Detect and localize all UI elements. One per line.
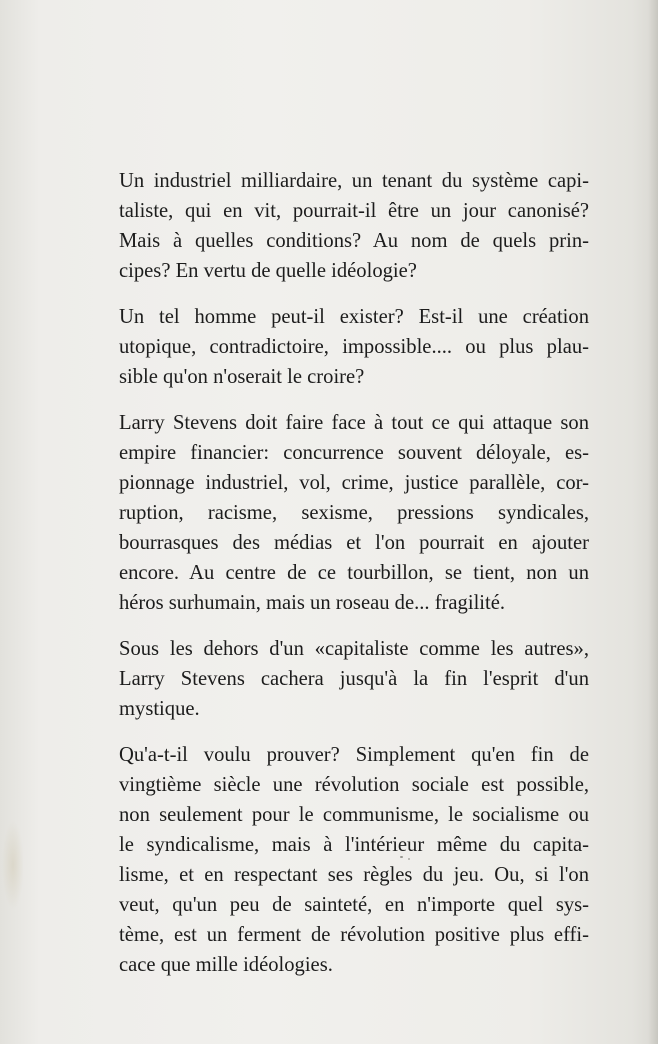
text-line: Qu'a-t-il voulu prouver? Simplement qu'en fin de	[119, 744, 589, 766]
paper-stain	[2, 820, 24, 910]
text-line: Sous les dehors d'un «capitaliste comme les autres»,	[119, 638, 589, 660]
text-line: utopique, contradictoire, impossible.... ou plus plau-	[119, 336, 589, 358]
back-cover-blurb	[119, 166, 589, 996]
text-line: vingtième siècle une révolution sociale est possible,	[119, 774, 589, 796]
text-line: lisme, et en respectant ses règles du jeu. Ou, si l'on	[119, 864, 589, 886]
paragraph-4	[119, 634, 589, 724]
text-line: héros surhumain, mais un roseau de... fragilité.	[119, 592, 506, 614]
ink-speck	[400, 856, 403, 858]
text-line: empire financier: concurrence souvent déloyale, es-	[119, 442, 589, 464]
text-line: tème, est un ferment de révolution positive plus effi-	[119, 924, 589, 946]
text-line: le syndicalisme, mais à l'intérieur même du capita-	[119, 834, 589, 856]
text-line: cace que mille idéologies.	[119, 954, 333, 976]
text-line: pionnage industriel, vol, crime, justice parallèle, cor-	[119, 472, 589, 494]
text-line: cipes? En vertu de quelle idéologie?	[119, 260, 417, 282]
paragraph-3	[119, 408, 589, 618]
ink-speck	[408, 858, 410, 860]
text-line: ruption, racisme, sexisme, pressions syndicales,	[119, 502, 589, 524]
text-line: Larry Stevens cachera jusqu'à la fin l'esprit d'un	[119, 668, 589, 690]
paragraph-1	[119, 166, 589, 286]
text-line: mystique.	[119, 698, 200, 720]
text-line: Un tel homme peut-il exister? Est-il une création	[119, 306, 589, 328]
paragraph-5	[119, 740, 589, 980]
text-line: encore. Au centre de ce tourbillon, se tient, non un	[119, 562, 589, 584]
text-line: Larry Stevens doit faire face à tout ce qui attaque son	[119, 412, 589, 434]
text-line: non seulement pour le communisme, le socialisme ou	[119, 804, 589, 826]
text-line: Mais à quelles conditions? Au nom de quels prin-	[119, 230, 589, 252]
text-line: sible qu'on n'oserait le croire?	[119, 366, 365, 388]
paragraph-2	[119, 302, 589, 392]
text-line: Un industriel milliardaire, un tenant du système capi-	[119, 170, 589, 192]
text-line: taliste, qui en vit, pourrait-il être un jour canonisé?	[119, 200, 589, 222]
text-line: veut, qu'un peu de sainteté, en n'importe quel sys-	[119, 894, 589, 916]
text-line: bourrasques des médias et l'on pourrait en ajouter	[119, 532, 589, 554]
